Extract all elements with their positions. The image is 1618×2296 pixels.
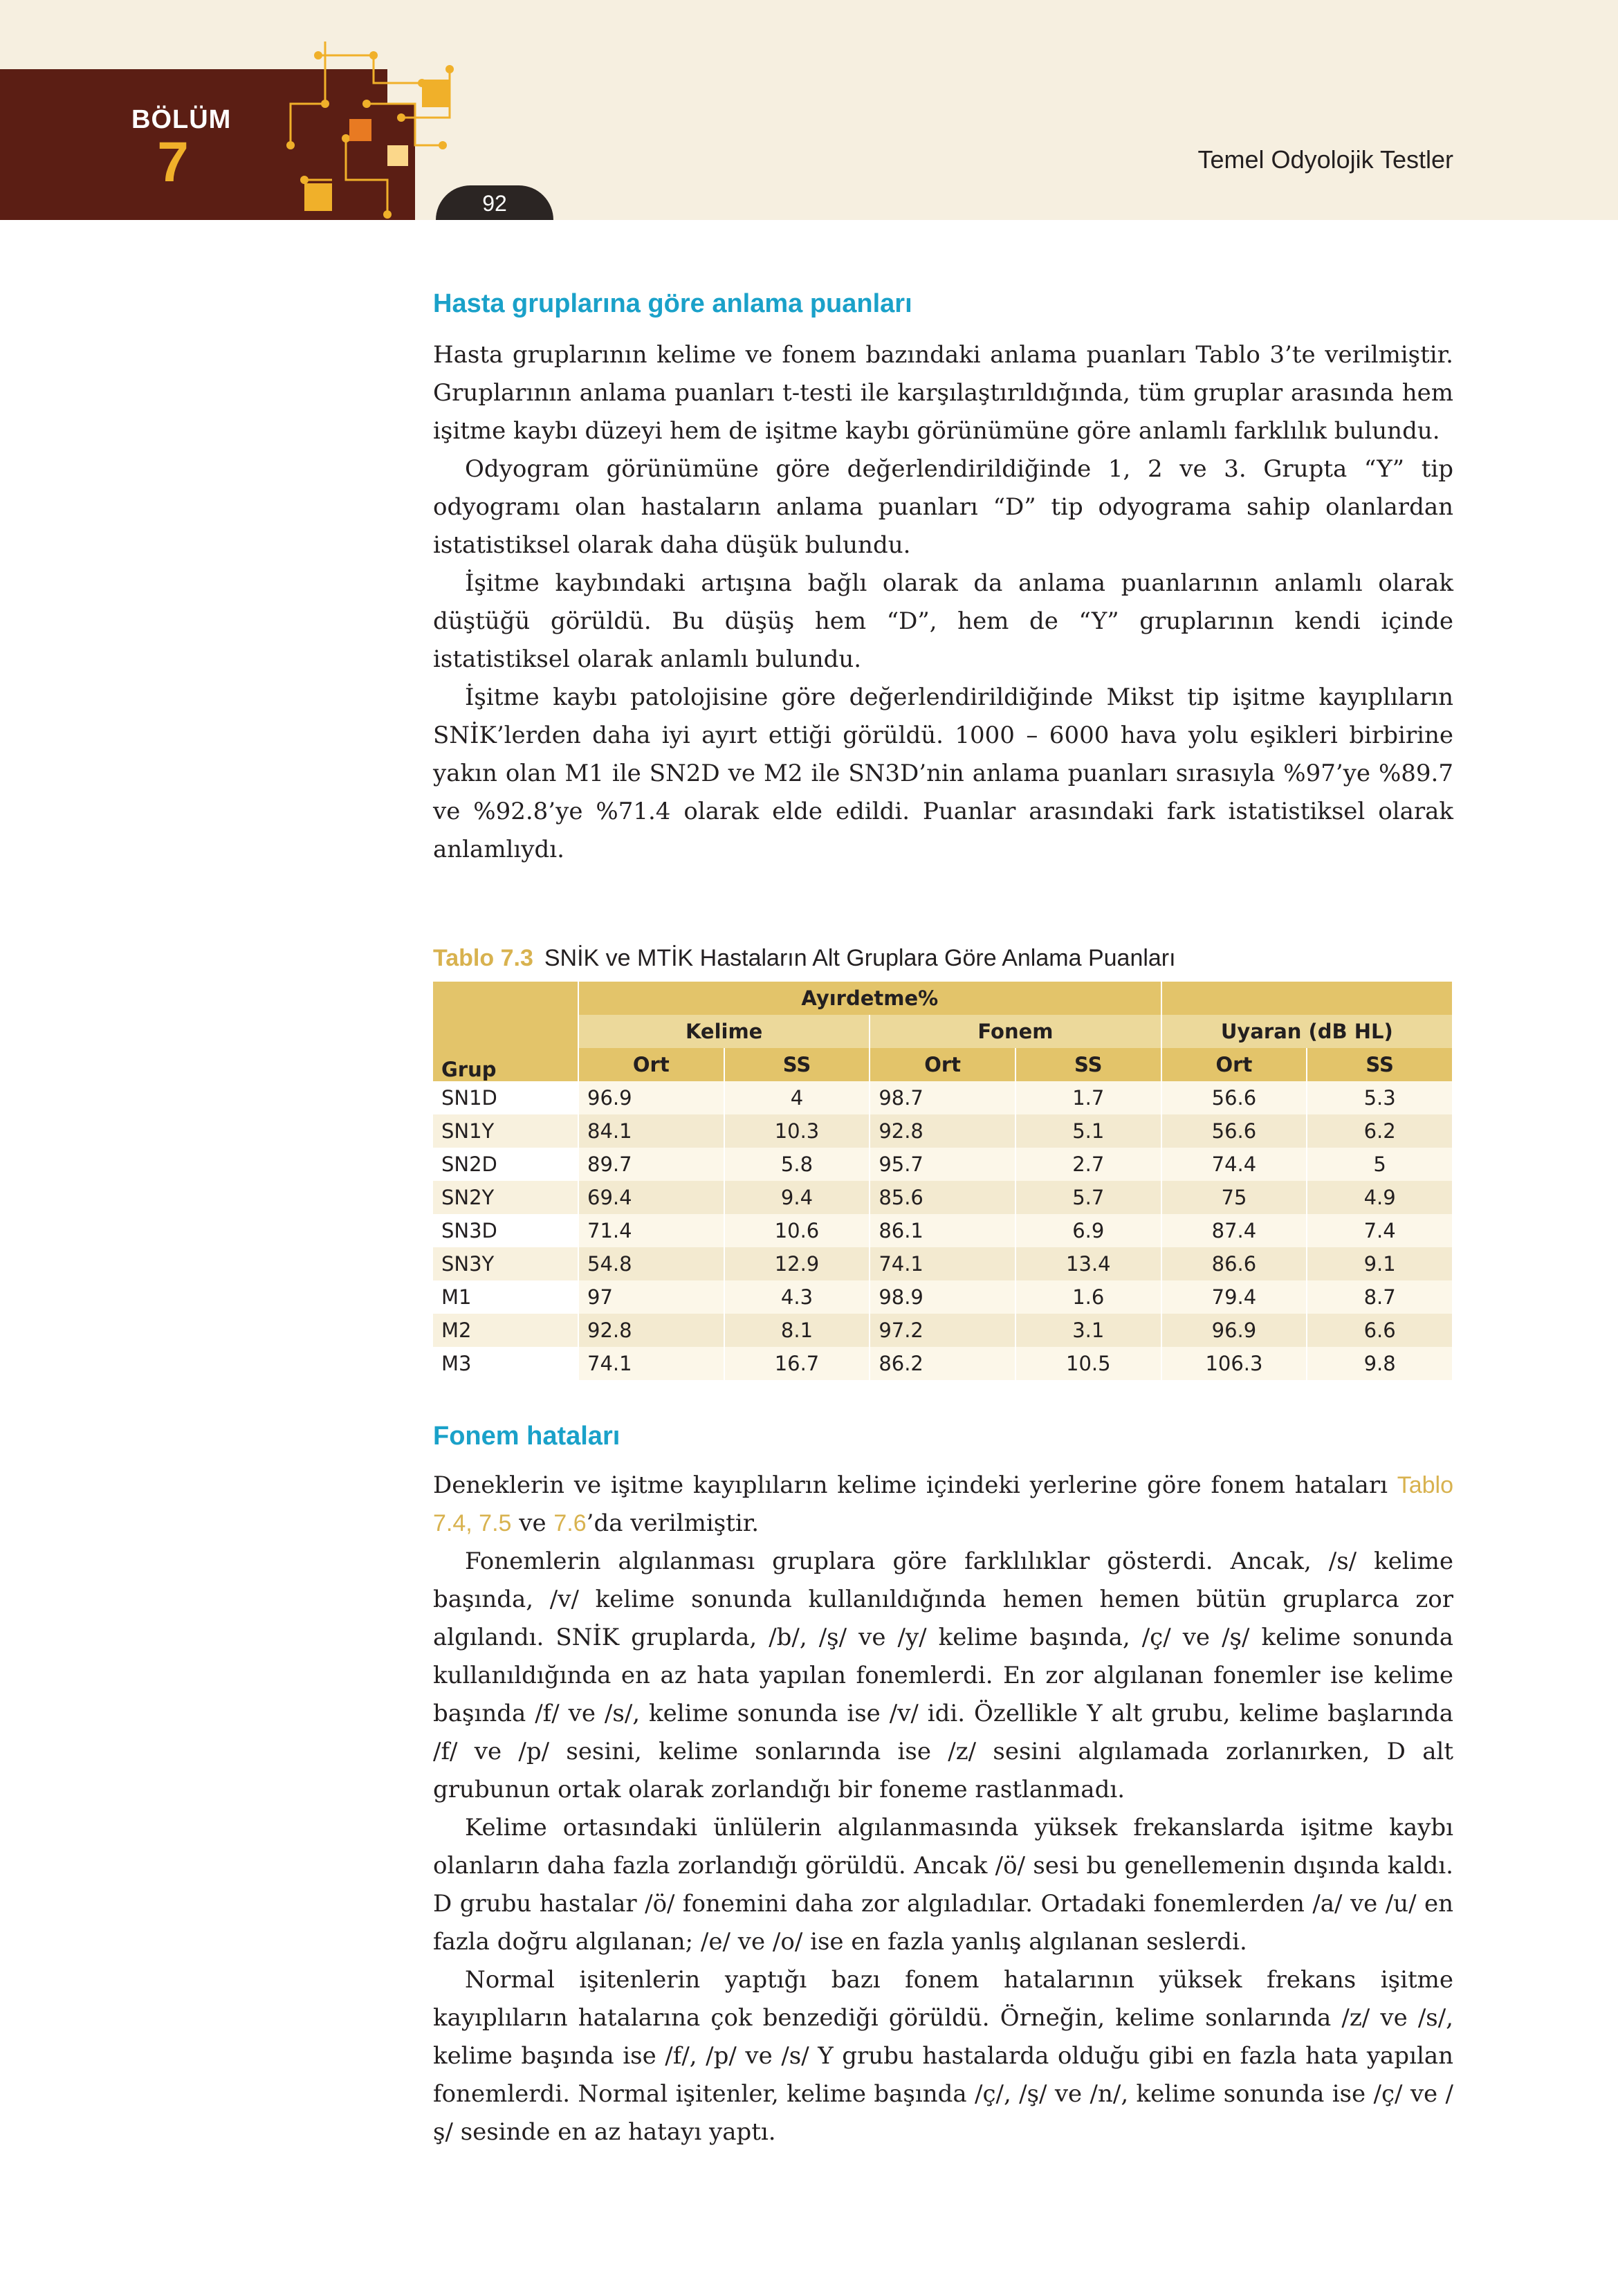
table-cell: 13.4	[1015, 1247, 1161, 1280]
row-group-label: SN3Y	[433, 1247, 578, 1280]
grup-header: Grup	[433, 982, 578, 1081]
paragraph: Fonemlerin algılanması gruplara göre farklılıklar gösterdi. Ancak, /s/ kelime başında, /v/ kelime sonunda kullanıldığında hemen hemen bütün gruplarca zor algılandı. SNİK gruplarda, /b/, /ş/ ve /y/ kelime başında, /ç/ ve /ş/ kelime sonunda kullanıldığında en az hata yapılan fonemlerdi. En zor algılanan fonemler ise kelime başında /f/ ve /s/, kelime sonunda ise /v/ idi. Özellikle Y alt grubu, kelime başlarında /f/ ve /p/ sesini, kelime sonlarında ise /z/ sesini algılamada zorlanırken, D alt grubunun ortak olarak zorlandığı bir foneme rastlanmadı.	[433, 1547, 1453, 1803]
table-cell: 10.6	[724, 1214, 870, 1247]
col-header-ss: SS	[1307, 1048, 1453, 1081]
table-cell: 98.9	[870, 1280, 1015, 1314]
table-cell: 6.9	[1015, 1214, 1161, 1247]
table-cell: 8.1	[724, 1314, 870, 1347]
section1-body	[433, 336, 1453, 869]
table-cell: 5.3	[1307, 1081, 1453, 1114]
table-row	[433, 1081, 1453, 1114]
table-cell: 79.4	[1161, 1280, 1307, 1314]
table-cell: 69.4	[578, 1181, 724, 1214]
table-cell: 2.7	[1015, 1148, 1161, 1181]
table-cell: 5.1	[1015, 1114, 1161, 1148]
table-cell: 85.6	[870, 1181, 1015, 1214]
chapter-number: 7	[157, 131, 189, 194]
row-group-label: SN3D	[433, 1214, 578, 1247]
table-cell: 97.2	[870, 1314, 1015, 1347]
section2-body	[433, 1467, 1453, 2151]
table-cell: 9.1	[1307, 1247, 1453, 1280]
table-cell: 87.4	[1161, 1214, 1307, 1247]
paragraph: Normal işitenlerin yaptığı bazı fonem hatalarının yüksek frekans işitme kayıplıların hatalarına çok benzediği görüldü. Örneğin, kelime sonlarında /z/ ve /s/, kelime başında ise /f/, /p/ ve /s/ Y grubu hastalarda olduğu gibi en fazla hata yapılan fonemlerdi. Normal işitenler, kelime başında /ç/, /ş/ ve /n/, kelime sonunda ise /ç/ ve /ş/ sesinde en az hatayı yaptı.	[433, 1966, 1453, 2146]
table-cell: 54.8	[578, 1247, 724, 1280]
paragraph	[433, 1467, 1453, 1543]
anlama-puanlari-table	[433, 982, 1453, 1380]
table-row	[433, 1247, 1453, 1280]
section-heading-fonem-hatalari: Fonem hataları	[433, 1422, 620, 1451]
paragraph: Odyogram görünümüne göre değerlendirildiğinde 1, 2 ve 3. Grupta “Y” tip odyogramı olan hastaların anlama puanları “D” tip odyograma sahip olanlardan istatistiksel olarak daha düşük bulundu.	[433, 455, 1453, 559]
row-group-label: SN1Y	[433, 1114, 578, 1148]
row-group-label: SN2Y	[433, 1181, 578, 1214]
table-reference-link[interactable]: 7.6	[553, 1510, 587, 1536]
table-cell: 4.3	[724, 1280, 870, 1314]
kelime-header: Kelime	[578, 1015, 870, 1048]
table-cell: 16.7	[724, 1347, 870, 1380]
table-row	[433, 1347, 1453, 1380]
table-cell: 74.4	[1161, 1148, 1307, 1181]
table-cell: 1.7	[1015, 1081, 1161, 1114]
table-cell: 74.1	[578, 1347, 724, 1380]
table-cell: 84.1	[578, 1114, 724, 1148]
table-cell: 74.1	[870, 1247, 1015, 1280]
table-cell: 92.8	[578, 1314, 724, 1347]
table-caption	[433, 945, 1176, 972]
table-cell: 6.2	[1307, 1114, 1453, 1148]
paragraph: Hasta gruplarının kelime ve fonem bazındaki anlama puanları Tablo 3’te verilmiştir. Gruplarının anlama puanları t-testi ile karşılaştırıldığında, tüm gruplar arasında hem işitme kaybı düzeyi hem de işitme kaybı görünümüne göre anlamlı farklılık bulundu.	[433, 341, 1453, 445]
table-cell: 71.4	[578, 1214, 724, 1247]
table-cell: 5.7	[1015, 1181, 1161, 1214]
uyaran-header-spacer	[1161, 982, 1453, 1015]
paragraph: Kelime ortasındaki ünlülerin algılanmasında yüksek frekanslarda işitme kaybı olanların daha fazla zorlandığı görüldü. Ancak /ö/ sesi bu genellemenin dışında kaldı. D grubu hastalar /ö/ fonemini daha zor algıladılar. Ortadaki fonemlerden /a/ ve /u/ en fazla doğru algılanan; /e/ ve /o/ ise en fazla yanlış algılanan seslerdi.	[433, 1814, 1453, 1956]
table-cell: 7.4	[1307, 1214, 1453, 1247]
col-header-ss: SS	[1015, 1048, 1161, 1081]
table-cell: 5	[1307, 1148, 1453, 1181]
table-caption-text: SNİK ve MTİK Hastaların Alt Gruplara Göre Anlama Puanları	[544, 945, 1176, 971]
table-row	[433, 1214, 1453, 1247]
table-cell: 12.9	[724, 1247, 870, 1280]
table-row	[433, 1148, 1453, 1181]
uyaran-header: Uyaran (dB HL)	[1161, 1015, 1453, 1048]
table-cell: 6.6	[1307, 1314, 1453, 1347]
col-header-ort: Ort	[870, 1048, 1015, 1081]
col-header-ort: Ort	[1161, 1048, 1307, 1081]
col-header-ss: SS	[724, 1048, 870, 1081]
paragraph-text: Deneklerin ve işitme kayıplıların kelime içindeki yerlerine göre fonem hataları	[433, 1471, 1397, 1499]
paragraph: İşitme kaybı patolojisine göre değerlendirildiğinde Mikst tip işitme kayıplıların SNİK’lerden daha iyi ayırt ettiği görüldü. 1000 – 6000 hava yolu eşikleri birbirine yakın olan M1 ile SN2D ve M2 ile SN3D’nin anlama puanları sırasıyla %97’ye %89.7 ve %92.8’ye %71.4 olarak elde edildi. Puanlar arasındaki fark istatistiksel olarak anlamlıydı.	[433, 683, 1453, 863]
table-cell: 86.1	[870, 1214, 1015, 1247]
table-cell: 9.4	[724, 1181, 870, 1214]
table-cell: 92.8	[870, 1114, 1015, 1148]
fonem-header: Fonem	[870, 1015, 1161, 1048]
table-cell: 56.6	[1161, 1114, 1307, 1148]
table-cell: 10.5	[1015, 1347, 1161, 1380]
table-cell: 98.7	[870, 1081, 1015, 1114]
paragraph: İşitme kaybındaki artışına bağlı olarak da anlama puanlarının anlamlı olarak düştüğü görüldü. Bu düşüş hem “D”, hem de “Y” gruplarının kendi içinde istatistiksel olarak anlamlı bulundu.	[433, 569, 1453, 673]
table-cell: 75	[1161, 1181, 1307, 1214]
table-cell: 95.7	[870, 1148, 1015, 1181]
table-cell: 3.1	[1015, 1314, 1161, 1347]
table-cell: 8.7	[1307, 1280, 1453, 1314]
table-cell: 9.8	[1307, 1347, 1453, 1380]
table-cell: 106.3	[1161, 1347, 1307, 1380]
running-title: Temel Odyolojik Testler	[1197, 145, 1453, 174]
table-cell: 86.2	[870, 1347, 1015, 1380]
table-row	[433, 1280, 1453, 1314]
table-cell: 5.8	[724, 1148, 870, 1181]
table-cell: 96.9	[1161, 1314, 1307, 1347]
table-reference-link[interactable]: Tablo 7.4, 7.5	[433, 1472, 1453, 1536]
table-cell: 56.6	[1161, 1081, 1307, 1114]
table-cell: 96.9	[578, 1081, 724, 1114]
col-header-ort: Ort	[578, 1048, 724, 1081]
table-row	[433, 1314, 1453, 1347]
table-cell: 97	[578, 1280, 724, 1314]
table-cell: 4.9	[1307, 1181, 1453, 1214]
table-cell: 10.3	[724, 1114, 870, 1148]
row-group-label: SN2D	[433, 1148, 578, 1181]
section-heading-anlama-puanlari: Hasta gruplarına göre anlama puanları	[433, 289, 912, 318]
row-group-label: M2	[433, 1314, 578, 1347]
row-group-label: SN1D	[433, 1081, 578, 1114]
paragraph-text: ’da verilmiştir.	[586, 1509, 760, 1537]
table-cell: 86.6	[1161, 1247, 1307, 1280]
table-cell: 4	[724, 1081, 870, 1114]
table-cell: 1.6	[1015, 1280, 1161, 1314]
chapter-label: BÖLÜM	[131, 105, 232, 134]
table-row	[433, 1114, 1453, 1148]
row-group-label: M3	[433, 1347, 578, 1380]
page-number: 92	[482, 191, 507, 216]
paragraph-text: ve	[511, 1509, 554, 1537]
row-group-label: M1	[433, 1280, 578, 1314]
table-row	[433, 1181, 1453, 1214]
ayirdetme-header: Ayırdetme%	[578, 982, 1161, 1015]
table-cell: 89.7	[578, 1148, 724, 1181]
table-caption-label: Tablo 7.3	[433, 945, 533, 971]
